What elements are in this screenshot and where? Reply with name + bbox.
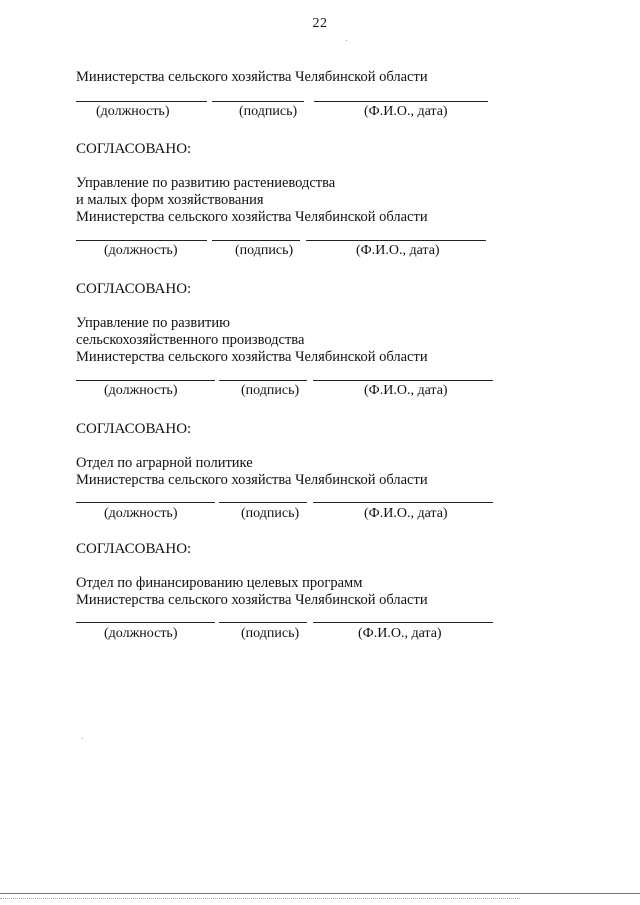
position-line <box>76 101 207 102</box>
position-line <box>76 240 207 241</box>
page-number: 22 <box>312 16 328 31</box>
position-label: (должность) <box>104 243 178 258</box>
signature-line <box>219 502 307 503</box>
signature-line <box>219 622 307 623</box>
org-line: Министерства сельского хозяйства Челябинской области <box>76 209 428 225</box>
name-date-line <box>313 622 493 623</box>
approval-heading: СОГЛАСОВАНО: <box>76 421 192 437</box>
name-date-line <box>313 502 493 503</box>
signature-label: (подпись) <box>241 626 300 641</box>
org-line: сельскохозяйственного производства <box>76 332 305 348</box>
position-line <box>76 380 215 381</box>
name-date-label: (Ф.И.О., дата) <box>364 506 448 521</box>
signature-label: (подпись) <box>241 383 300 398</box>
position-label: (должность) <box>104 626 178 641</box>
signature-line <box>212 101 304 102</box>
org-line: Министерства сельского хозяйства Челябинской области <box>76 472 428 488</box>
signature-label: (подпись) <box>239 104 298 119</box>
position-label: (должность) <box>104 383 178 398</box>
signature-label: (подпись) <box>241 506 300 521</box>
org-line: Управление по развитию <box>76 315 230 331</box>
name-date-label: (Ф.И.О., дата) <box>364 104 448 119</box>
name-date-label: (Ф.И.О., дата) <box>358 626 442 641</box>
name-date-line <box>313 380 493 381</box>
approval-heading: СОГЛАСОВАНО: <box>76 541 192 557</box>
org-line: Отдел по аграрной политике <box>76 455 253 471</box>
name-date-line <box>306 240 486 241</box>
name-date-line <box>314 101 488 102</box>
position-line <box>76 502 215 503</box>
scan-speck <box>346 40 347 41</box>
org-line: Министерства сельского хозяйства Челябинской области <box>76 69 428 85</box>
approval-heading: СОГЛАСОВАНО: <box>76 141 192 157</box>
org-line: Отдел по финансированию целевых программ <box>76 575 363 591</box>
signature-line <box>219 380 307 381</box>
scan-speck <box>82 738 83 739</box>
position-label: (должность) <box>96 104 170 119</box>
signature-label: (подпись) <box>235 243 294 258</box>
approval-heading: СОГЛАСОВАНО: <box>76 281 192 297</box>
position-line <box>76 622 215 623</box>
name-date-label: (Ф.И.О., дата) <box>356 243 440 258</box>
scan-edge-dotted-line <box>0 898 520 899</box>
name-date-label: (Ф.И.О., дата) <box>364 383 448 398</box>
position-label: (должность) <box>104 506 178 521</box>
scan-edge-line <box>0 893 640 894</box>
org-line: и малых форм хозяйствования <box>76 192 264 208</box>
org-line: Министерства сельского хозяйства Челябинской области <box>76 349 428 365</box>
signature-line <box>212 240 300 241</box>
org-line: Управление по развитию растениеводства <box>76 175 336 191</box>
org-line: Министерства сельского хозяйства Челябинской области <box>76 592 428 608</box>
